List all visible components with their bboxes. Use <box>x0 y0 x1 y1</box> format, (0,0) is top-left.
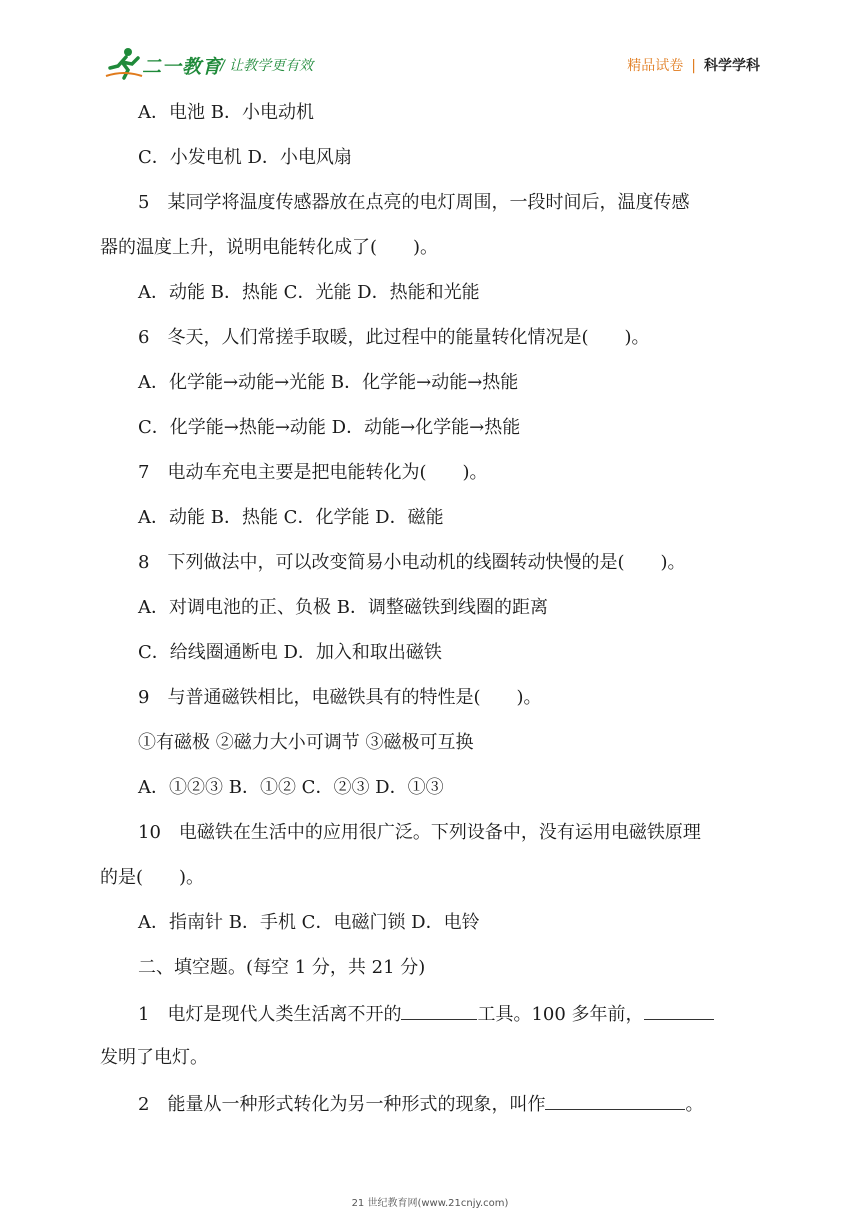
question-8: 8 下列做法中，可以改变简易小电动机的线圈转动快慢的是( )。 <box>138 552 686 573</box>
exam-tag: 精品试卷 <box>627 58 684 74</box>
question-5-cont: 器的温度上升，说明电能转化成了( )。 <box>100 237 439 258</box>
fill-question-1-cont: 发明了电灯。 <box>100 1047 208 1068</box>
section-heading: 二、填空题。(每空 1 分，共 21 分) <box>138 957 426 978</box>
question-7: 7 电动车充电主要是把电能转化为( )。 <box>138 462 488 483</box>
option-line: C．化学能→热能→动能 D．动能→化学能→热能 <box>138 417 521 438</box>
statement-line: ①有磁极 ②磁力大小可调节 ③磁极可互换 <box>138 732 474 753</box>
fill-question-2 <box>138 1091 800 1117</box>
brand-logo <box>104 46 232 80</box>
option-line: A．①②③ B．①② C．②③ D．①③ <box>138 777 444 798</box>
fill-question-2-part1: 2 能量从一种形式转化为另一种形式的现象，叫作 <box>138 1094 546 1115</box>
option-line: A．动能 B．热能 C．光能 D．热能和光能 <box>138 282 480 303</box>
fill-question-1-part2: 工具。100 多年前， <box>477 1004 644 1025</box>
option-line: A．动能 B．热能 C．化学能 D．磁能 <box>138 507 444 528</box>
runner-logo-icon <box>104 46 144 80</box>
answer-blank[interactable] <box>644 1001 714 1020</box>
header-separator: | <box>691 58 696 74</box>
option-line: C．小发电机 D．小电风扇 <box>138 147 352 168</box>
option-line: C．给线圈通断电 D．加入和取出磁铁 <box>138 642 442 663</box>
question-6: 6 冬天，人们常搓手取暖，此过程中的能量转化情况是( )。 <box>138 327 650 348</box>
answer-blank[interactable] <box>545 1091 685 1110</box>
option-line: A．对调电池的正、负极 B．调整磁铁到线圈的距离 <box>138 597 548 618</box>
subject-label: 科学学科 <box>704 58 760 74</box>
header-right <box>627 55 760 75</box>
logo-text: 二一教育 <box>142 56 223 78</box>
answer-blank[interactable] <box>401 1001 477 1020</box>
fill-question-2-part2: 。 <box>685 1094 704 1115</box>
page-header <box>0 0 860 90</box>
question-9: 9 与普通磁铁相比，电磁铁具有的特性是( )。 <box>138 687 542 708</box>
slogan: / 让教学更有效 <box>220 58 314 74</box>
question-10: 10 电磁铁在生活中的应用很广泛。下列设备中，没有运用电磁铁原理 <box>138 822 701 843</box>
question-10-cont: 的是( )。 <box>100 867 205 888</box>
page-footer: 21 世纪教育网(www.21cnjy.com) <box>351 1198 509 1209</box>
option-line: A．化学能→动能→光能 B．化学能→动能→热能 <box>138 372 519 393</box>
fill-question-1-part1: 1 电灯是现代人类生活离不开的 <box>138 1004 402 1025</box>
question-5: 5 某同学将温度传感器放在点亮的电灯周围，一段时间后，温度传感 <box>138 192 690 213</box>
option-line: A．指南针 B．手机 C．电磁门锁 D．电铃 <box>138 912 480 933</box>
option-line: A．电池 B．小电动机 <box>138 102 314 123</box>
fill-question-1 <box>138 1001 800 1027</box>
